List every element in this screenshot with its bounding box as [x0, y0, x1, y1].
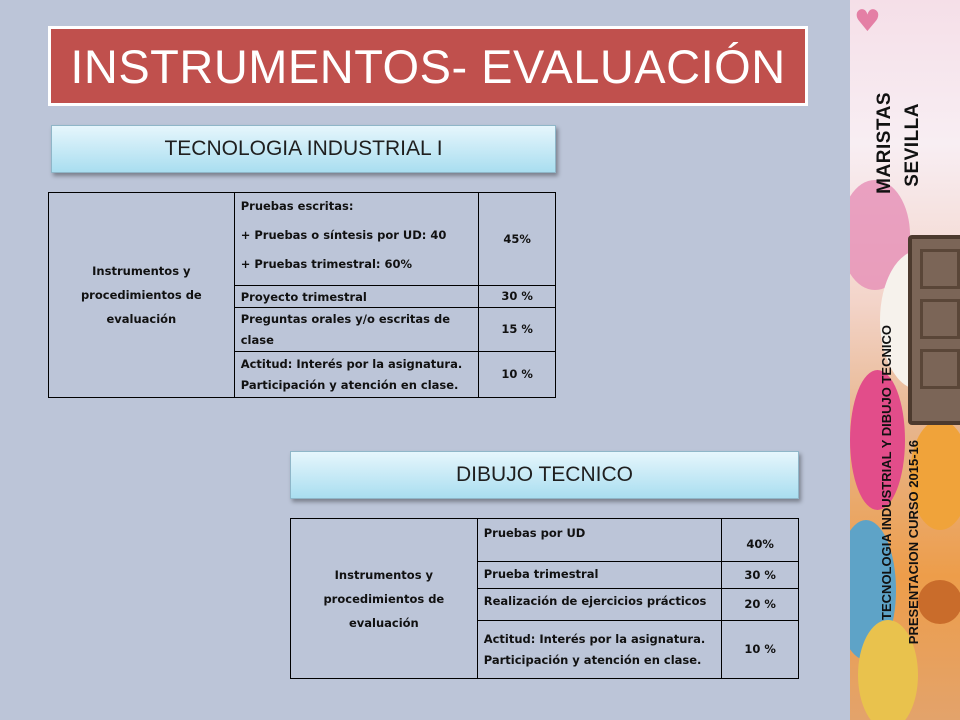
written-tests-heading: Pruebas escritas: [240, 199, 354, 213]
description-cell: Preguntas orales y/o escritas de clase [234, 308, 478, 352]
magenta-shape [850, 370, 905, 510]
percent-cell: 20 % [722, 589, 799, 621]
percent-cell: 40% [722, 519, 799, 562]
brand-line-2: SEVILLA [902, 103, 923, 187]
section-header-dibujo: DIBUJO TECNICO [290, 451, 799, 499]
description-cell: Actitud: Interés por la asignatura. Participación y atención en clase. [477, 621, 721, 679]
percent-cell: 15 % [479, 308, 556, 352]
evaluation-table-tecnologia [48, 192, 556, 398]
description-cell: Realización de ejercicios prácticos [477, 589, 721, 621]
door-panel [920, 249, 960, 289]
percent-cell: 45% [479, 193, 556, 286]
percent-cell: 30 % [722, 562, 799, 589]
description-cell: Pruebas por UD [477, 519, 721, 562]
brand-line-1: MARISTAS [874, 92, 895, 194]
title-banner [48, 26, 808, 106]
row-label: Instrumentos y procedimientos de evaluación [291, 519, 478, 679]
door-icon [908, 235, 960, 425]
table-row [291, 519, 799, 562]
description-cell: Proyecto trimestral [234, 286, 478, 308]
percent-cell: 10 % [722, 621, 799, 679]
percent-cell: 10 % [479, 352, 556, 398]
section-header-tecnologia: TECNOLOGIA INDUSTRIAL I [51, 125, 556, 173]
door-panel [920, 349, 960, 389]
description-cell: Actitud: Interés por la asignatura. Participación y atención en clase. [234, 352, 478, 398]
percent-cell: 30 % [479, 286, 556, 308]
heart-icon: ♥ [854, 4, 881, 39]
evaluation-table-dibujo [290, 518, 799, 679]
row-label: Instrumentos y procedimientos de evaluación [49, 193, 235, 398]
table-row [49, 193, 556, 286]
basketball-icon [918, 580, 960, 624]
page-title: INSTRUMENTOS- EVALUACIÓN [70, 39, 786, 93]
written-tests-cell [234, 193, 478, 286]
door-panel [920, 299, 960, 339]
course-line-2: PRESENTACION CURSO 2015-16 [906, 440, 921, 645]
description-cell: Prueba trimestral [477, 562, 721, 589]
written-tests-ud: + Pruebas o síntesis por UD: 40 [240, 228, 447, 242]
written-tests-trimestral: + Pruebas trimestral: 60% [240, 257, 413, 271]
course-line-1: TECNOLOGIA INDUSTRIAL Y DIBUJO TECNICO [879, 325, 894, 620]
